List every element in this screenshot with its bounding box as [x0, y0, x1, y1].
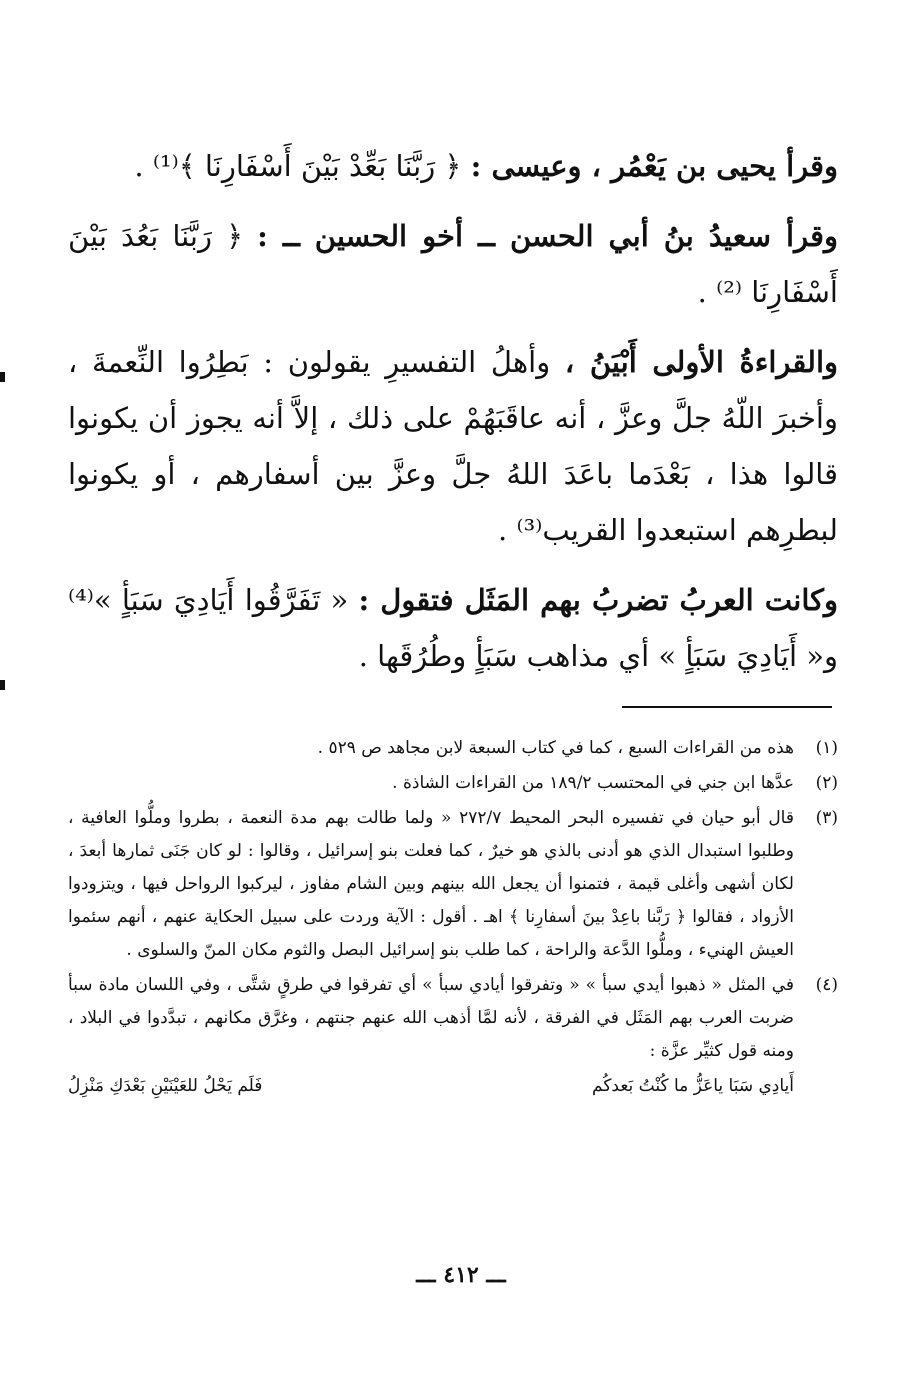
- verse-first-half: أَيادِي سَبَا ياعَزُّ ما كُنْتُ بَعدكُم: [592, 1076, 794, 1096]
- footnote-text: قال أبو حيان في تفسيره البحر المحيط ٢٧٢/٧ « ولما طالت بهم مدة النعمة ، بطروا وملُّوا العافية ، وطلبوا استبدال الذي هو أدنى بالذي هو خيرٌ ، كما فعلت بنو إسرائيل ، وقالوا : لو كان جَنَى ثمارها أبعدَ ، لكان أشهى وأغلى قيمة ، فتمنوا أن يجعل الله بينهم وبين الشام مفاوز ، ليركبوا الرواحل فيها ، ويتزودوا الأزواد ، فقالوا ﴿ رَبَّنا باعِدْ بينَ أسفارِنا ﴾ اهـ . أقول : الآية وردت على سبيل الحكاية عنهم ، أنهم سئموا العيش الهنيء ، وملُّوا الدَّعة والراحة ، كما طلب بنو إسرائيل البصل والثوم مكان المنّ والسلوى .: [68, 808, 794, 960]
- paragraph-4: [68, 572, 838, 684]
- footnote-3: [68, 802, 838, 967]
- paragraph-body: وأهلُ التفسيرِ يقولون : بَطِرُوا النِّعمةَ ، وأخبرَ اللّهُ جلَّ وعزَّ ، أنه عاقَبَهُمْ على ذلك ، إلاَّ أنه يجوز أن يكونوا قالوا هذا ، بَعْدَما باعَدَ اللهُ جلَّ وعزَّ بين أسفارهم ، أو يكونوا لبطرِهم استبعدوا القريب⁽³⁾ .: [68, 345, 838, 547]
- footnote-separator: [622, 706, 832, 708]
- paragraph-lead: وكانت العربُ تضربُ بهم المَثَل فتقول :: [358, 583, 838, 617]
- footnote-text: في المثل « ذهبوا أيدي سبأ » « وتفرقوا أيادي سبأ » أي تفرقوا في طرقٍ شتَّى ، وفي اللسان مادة سبأ ضربت العرب بهم المَثَل في الفرقة ، لأنه لمَّا أذهب الله عنهم جنتهم ، وغرَّق مكانهم ، تبدَّدوا في البلاد ، ومنه قول كثيِّر عزَّة :: [68, 975, 794, 1061]
- poetry-verse: [68, 1070, 794, 1103]
- footnote-2: [68, 767, 838, 800]
- footnote-1: [68, 732, 838, 765]
- page-number: ـــ ٤١٢ ـــ: [416, 1262, 506, 1288]
- page-edge-mark: [0, 680, 5, 690]
- footnote-body: [68, 969, 794, 1103]
- paragraph-3: [68, 334, 838, 558]
- footnote-text: هذه من القراءات السبع ، كما في كتاب السبعة لابن مجاهد ص ٥٢٩ .: [317, 738, 794, 758]
- paragraph-1: [68, 138, 838, 194]
- paragraph-lead: والقراءةُ الأولى أَبْيَنُ ،: [564, 345, 838, 379]
- main-text: [68, 138, 838, 698]
- page-edge-mark: [0, 372, 5, 382]
- paragraph-body: ﴿ رَبَّنَا بَعُدَ بَيْنَ أَسْفَارِنَا ⁽²⁾ .: [68, 219, 838, 309]
- footnote-4: [68, 969, 838, 1103]
- paragraph-2: [68, 208, 838, 320]
- paragraph-lead: وقرأ سعيدُ بنُ أبي الحسن ــ أخو الحسين ــ :: [257, 219, 838, 253]
- paragraph-body: « تَفَرَّقُوا أَيَادِيَ سَبَأٍ »⁽⁴⁾ و« أَيَادِيَ سَبَأٍ » أي مذاهب سَبَأٍ وطُرُقَها .: [68, 583, 838, 673]
- verse-second-half: فَلَم يَحْلُ للعَيْنَيْنِ بَعْدَكِ مَنْزِلُ: [68, 1076, 263, 1096]
- paragraph-body: ﴿ رَبَّنَا بَعِّدْ بَيْنَ أَسْفَارِنَا ﴾⁽¹⁾ .: [134, 149, 471, 183]
- footnote-number: (٤): [815, 975, 838, 995]
- footnote-number: (٢): [815, 773, 838, 793]
- paragraph-lead: وقرأ يحيى بن يَعْمُر ، وعيسى :: [470, 149, 838, 183]
- footnote-number: (٣): [815, 808, 838, 828]
- footnote-text: عدَّها ابن جني في المحتسب ١٨٩/٢ من القراءات الشاذة .: [392, 773, 794, 793]
- footnote-number: (١): [815, 738, 838, 758]
- footnotes: [68, 732, 838, 1105]
